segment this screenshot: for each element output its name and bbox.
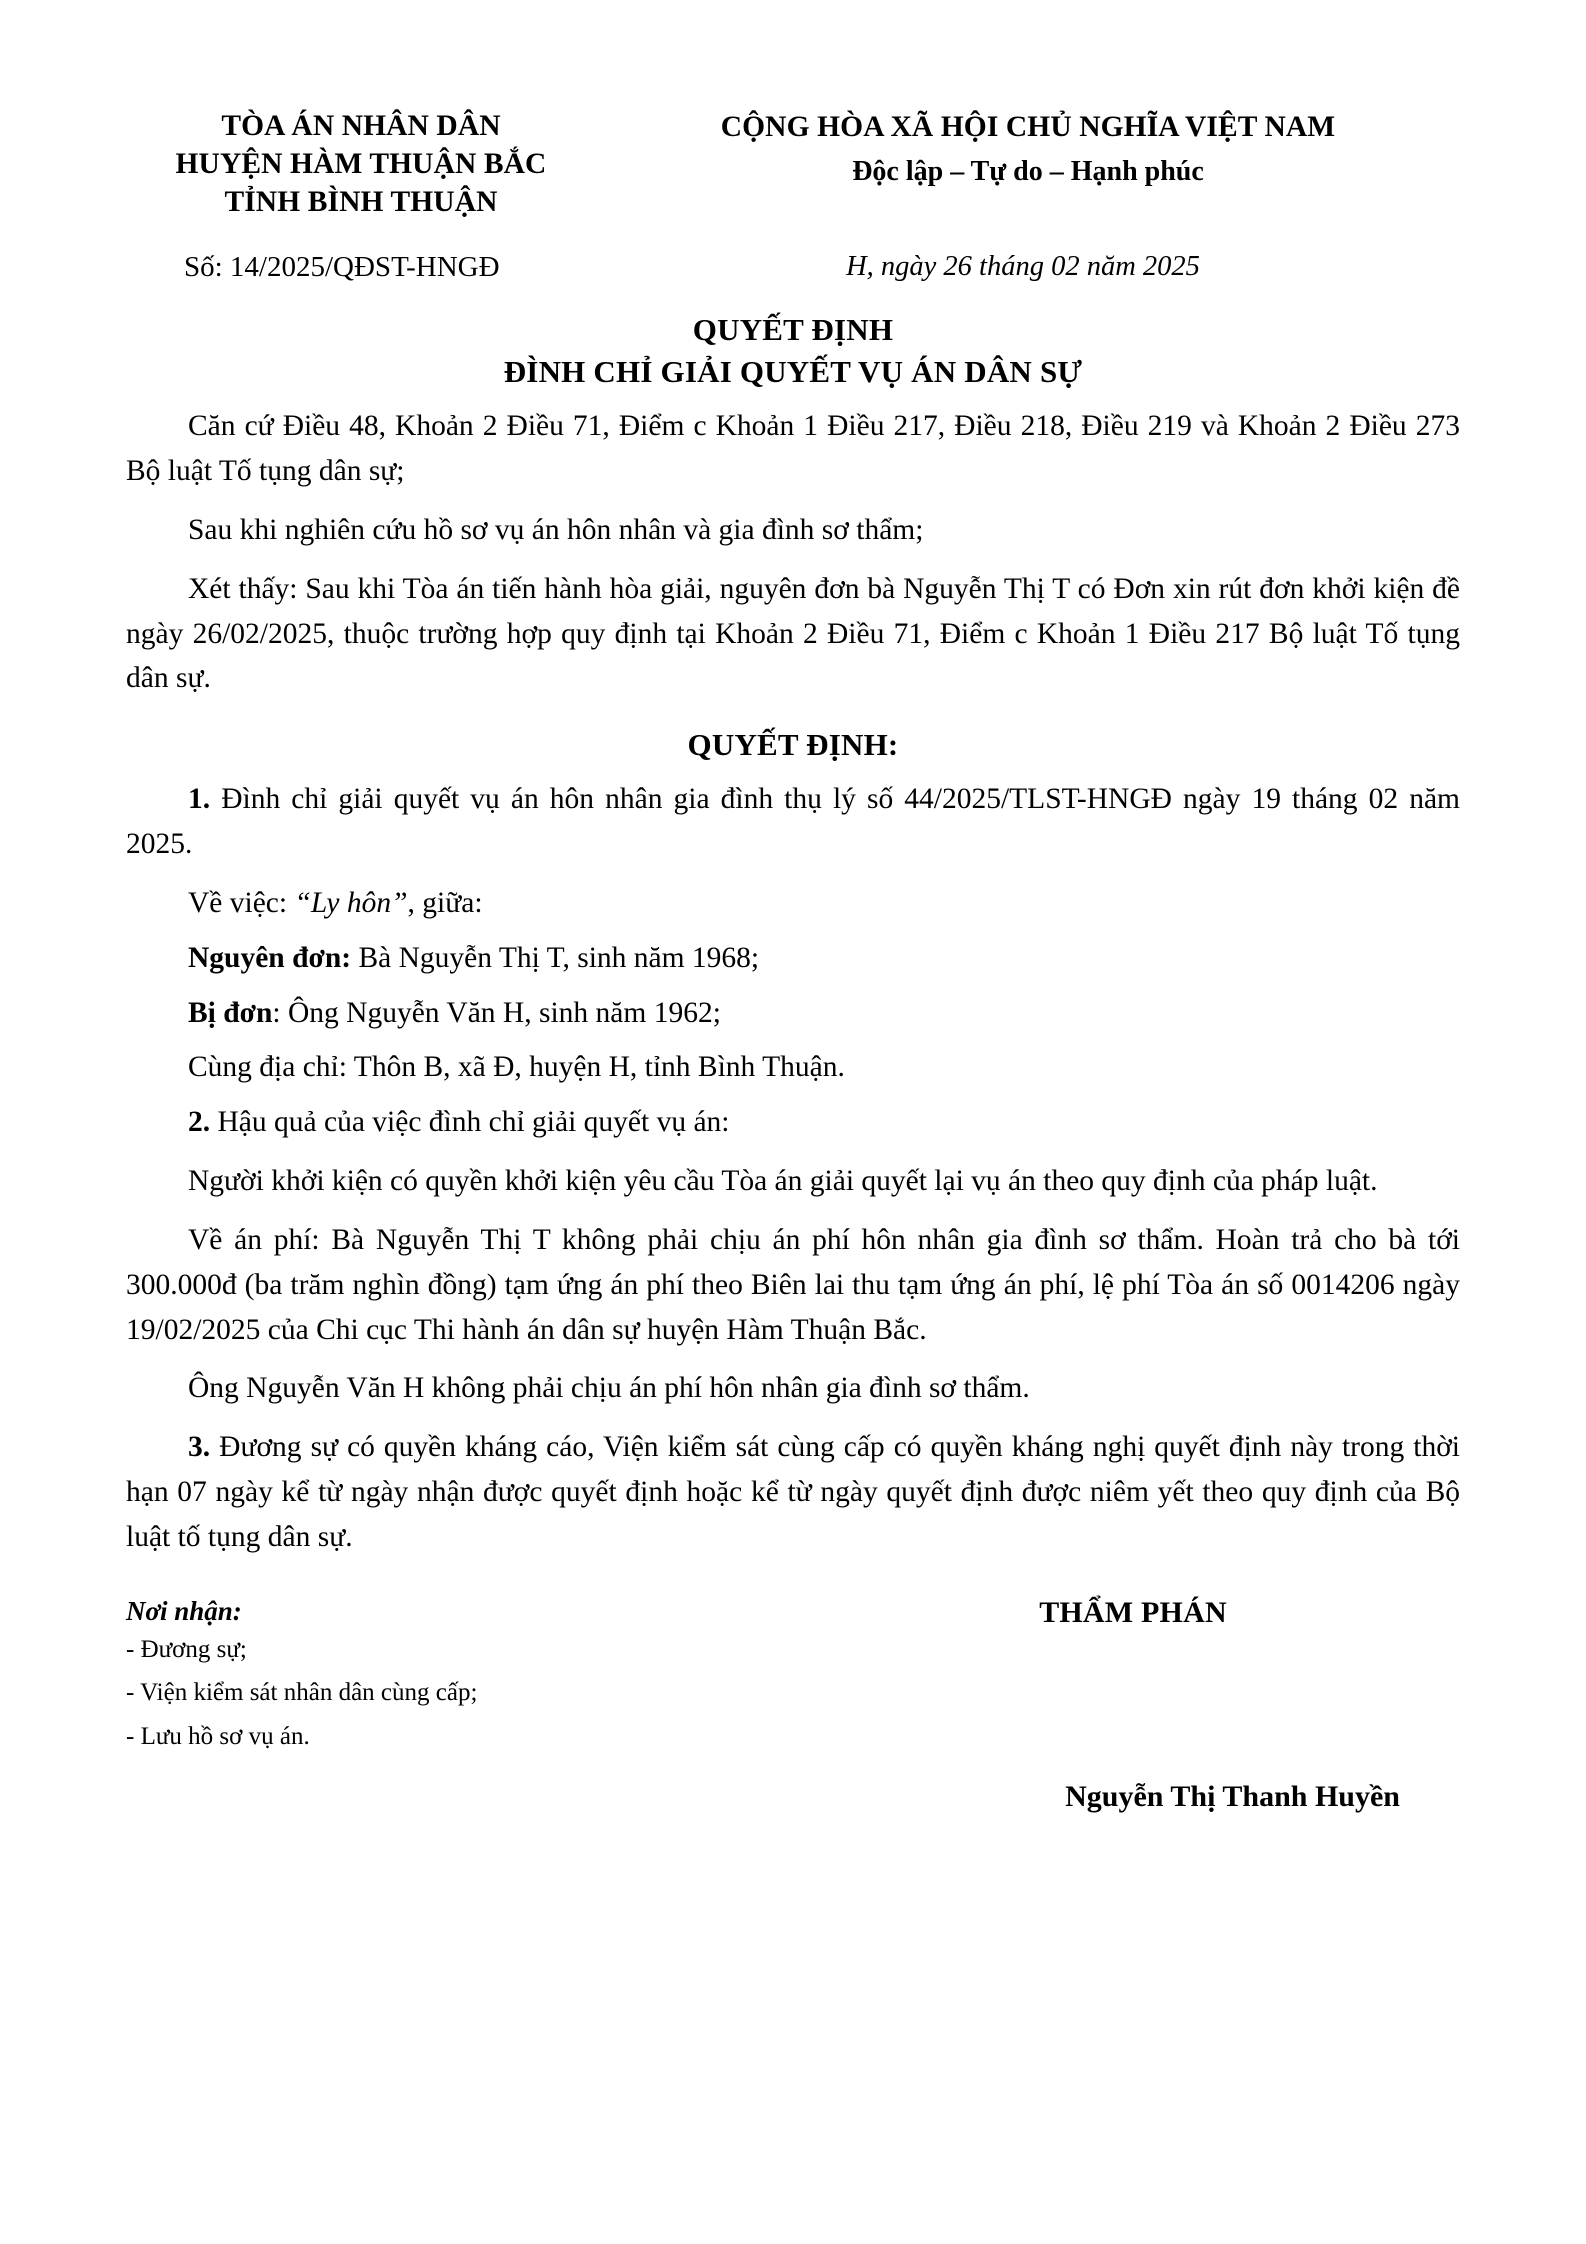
page-subtitle: ĐÌNH CHỈ GIẢI QUYẾT VỤ ÁN DÂN SỰ xyxy=(503,354,1083,390)
document-header xyxy=(126,108,1460,221)
place-date: H, ngày 26 tháng 02 năm 2025 xyxy=(846,251,1200,283)
court-line-2: HUYỆN HÀM THUẬN BẮC xyxy=(175,147,547,180)
defendant-value: : Ông Nguyễn Văn H, sinh năm 1962; xyxy=(272,996,721,1029)
plaintiff-line xyxy=(126,936,1460,981)
decision-item-1 xyxy=(126,777,1460,867)
plaintiff-value: Bà Nguyễn Thị T, sinh năm 1968; xyxy=(351,941,760,974)
paragraph-reclaim-right: Người khởi kiện có quyền khởi kiện yêu cầu Tòa án giải quyết lại vụ án theo quy định của pháp luật. xyxy=(188,1165,1378,1198)
recipients-block xyxy=(126,1596,766,1880)
national-heading-block xyxy=(596,108,1460,190)
case-subject-line xyxy=(126,881,1460,926)
number-date-row xyxy=(126,251,1460,284)
decision-heading: QUYẾT ĐỊNH: xyxy=(687,727,899,763)
page-title: QUYẾT ĐỊNH xyxy=(692,312,894,348)
decision-item-3 xyxy=(126,1425,1460,1559)
document-number: Số: 14/2025/QĐST-HNGĐ xyxy=(184,251,500,284)
paragraph-after-review: Sau khi nghiên cứu hồ sơ vụ án hôn nhân và gia đình sơ thẩm; xyxy=(188,513,924,546)
signature-block xyxy=(766,1596,1460,1880)
signer-name: Nguyễn Thị Thanh Huyền xyxy=(1065,1779,1400,1813)
signer-role: THẨM PHÁN xyxy=(1039,1595,1227,1629)
court-line-3: TỈNH BÌNH THUẬN xyxy=(224,185,498,218)
defendant-line xyxy=(126,991,1460,1036)
signature-space xyxy=(806,1630,1460,1880)
subject-value: “Ly hôn” xyxy=(294,886,408,919)
national-motto: Độc lập – Tự do – Hạnh phúc xyxy=(852,156,1204,188)
item-3-text: Đương sự có quyền kháng cáo, Viện kiểm sát cùng cấp có quyền kháng nghị quyết định này trong thời hạn 07 ngày kể từ ngày nhận được quyết định hoặc kể từ ngày quyết định được niêm yết theo quy định của Bộ luật tố tụng dân sự. xyxy=(126,1431,1460,1553)
plaintiff-label: Nguyên đơn: xyxy=(188,941,352,974)
address-line: Cùng địa chỉ: Thôn B, xã Đ, huyện H, tỉnh Bình Thuận. xyxy=(188,1051,845,1084)
country-name: CỘNG HÒA XÃ HỘI CHỦ NGHĨA VIỆT NAM xyxy=(720,111,1336,143)
item-2-text: Hậu quả của việc đình chỉ giải quyết vụ án: xyxy=(210,1106,730,1139)
paragraph-court-fee: Về án phí: Bà Nguyễn Thị T không phải chịu án phí hôn nhân gia đình sơ thẩm. Hoàn trả cho bà tới 300.000đ (ba trăm nghìn đồng) tạm ứng án phí theo Biên lai thu tạm ứng án phí, lệ phí Tòa án số 0014206 ngày 19/02/2025 của Chi cục Thi hành án dân sự huyện Hàm Thuận Bắc. xyxy=(126,1223,1460,1346)
paragraph-legal-basis: Căn cứ Điều 48, Khoản 2 Điều 71, Điểm c Khoản 1 Điều 217, Điều 218, Điều 219 và Khoản 2 Điều 273 Bộ luật Tố tụng dân sự; xyxy=(126,410,1460,488)
subject-label: Về việc: xyxy=(188,886,295,919)
court-line-1: TÒA ÁN NHÂN DÂN xyxy=(221,110,501,142)
item-1-number: 1. xyxy=(188,783,211,816)
recipient-item: - Lưu hồ sơ vụ án. xyxy=(126,1722,310,1750)
paragraph-defendant-fee: Ông Nguyễn Văn H không phải chịu án phí hôn nhân gia đình sơ thẩm. xyxy=(188,1372,1030,1405)
recipient-item: - Viện kiểm sát nhân dân cùng cấp; xyxy=(126,1679,478,1707)
document-footer xyxy=(126,1596,1460,1880)
decision-item-2 xyxy=(126,1100,1460,1145)
item-3-number: 3. xyxy=(188,1431,211,1464)
item-1-text: Đình chỉ giải quyết vụ án hôn nhân gia đình thụ lý số 44/2025/TLST-HNGĐ ngày 19 tháng 02 năm 2025. xyxy=(126,783,1460,861)
court-name-block xyxy=(126,108,596,221)
paragraph-consideration: Xét thấy: Sau khi Tòa án tiến hành hòa giải, nguyên đơn bà Nguyễn Thị T có Đơn xin rút đơn khởi kiện đề ngày 26/02/2025, thuộc trường hợp quy định tại Khoản 2 Điều 71, Điểm c Khoản 1 Điều 217 Bộ luật Tố tụng dân sự. xyxy=(126,572,1460,695)
defendant-label: Bị đơn xyxy=(188,996,273,1029)
subject-tail: , giữa: xyxy=(407,886,483,919)
recipients-title: Nơi nhận: xyxy=(126,1595,242,1626)
recipient-item: - Đương sự; xyxy=(126,1635,247,1663)
item-2-number: 2. xyxy=(188,1106,211,1139)
